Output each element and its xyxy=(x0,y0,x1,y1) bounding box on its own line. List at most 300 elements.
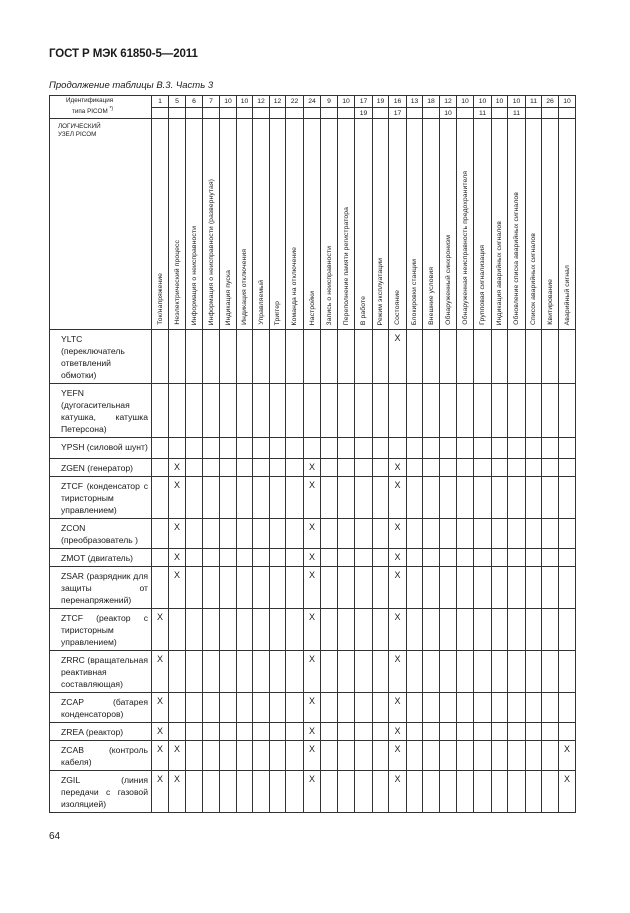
cell xyxy=(237,723,253,741)
cell xyxy=(338,693,355,723)
cell xyxy=(169,459,186,477)
cell xyxy=(492,549,508,567)
type-id-cell: 12 xyxy=(440,96,457,108)
cell xyxy=(220,723,237,741)
cell xyxy=(526,438,542,459)
column-header xyxy=(169,119,186,330)
table-row xyxy=(50,609,576,651)
cell xyxy=(423,693,440,723)
cell xyxy=(508,549,526,567)
cell xyxy=(237,477,253,519)
cell xyxy=(203,567,220,609)
cell xyxy=(508,723,526,741)
cell xyxy=(474,651,492,693)
cell xyxy=(542,741,559,771)
cell xyxy=(559,609,576,651)
cell xyxy=(373,384,389,438)
column-header-label: Режим эксплуатации xyxy=(377,257,384,325)
cell xyxy=(304,741,321,771)
cell xyxy=(492,651,508,693)
type-id-cell: 17 xyxy=(355,96,373,108)
cell xyxy=(474,609,492,651)
column-header-label: Квитирование xyxy=(546,279,554,325)
cell xyxy=(355,477,373,519)
type-id-cell: 1 xyxy=(152,96,169,108)
cell xyxy=(457,438,474,459)
cell xyxy=(526,771,542,813)
cell xyxy=(253,459,270,477)
cell xyxy=(508,651,526,693)
cell xyxy=(440,519,457,549)
column-header xyxy=(423,119,440,330)
cell xyxy=(492,519,508,549)
type-id-sub-cell: 19 xyxy=(355,108,373,119)
cell xyxy=(186,723,203,741)
column-header xyxy=(373,119,389,330)
type-id-cell: 16 xyxy=(389,96,407,108)
cell xyxy=(389,651,407,693)
table-row xyxy=(50,330,576,384)
column-header xyxy=(474,119,492,330)
cell xyxy=(253,609,270,651)
cell xyxy=(407,693,423,723)
mark-x: X xyxy=(308,522,315,532)
cell xyxy=(286,459,304,477)
cell xyxy=(457,651,474,693)
cell xyxy=(169,519,186,549)
mark-x: X xyxy=(563,744,570,754)
cell xyxy=(474,477,492,519)
row-label: ZRRC (вращательная реактивная составляющая) xyxy=(50,651,152,693)
cell xyxy=(152,459,169,477)
column-header-label: Аварийный сигнал xyxy=(563,264,571,325)
cell xyxy=(559,549,576,567)
cell xyxy=(559,567,576,609)
cell xyxy=(338,384,355,438)
column-header-label: Команда на отключение xyxy=(291,246,298,325)
type-id-sub-cell xyxy=(526,108,542,119)
cell xyxy=(338,459,355,477)
cell xyxy=(559,330,576,384)
cell xyxy=(220,477,237,519)
type-id-sub-cell xyxy=(286,108,304,119)
cell xyxy=(321,438,338,459)
cell xyxy=(423,330,440,384)
cell xyxy=(407,609,423,651)
cell xyxy=(526,651,542,693)
cell xyxy=(389,693,407,723)
cell xyxy=(203,741,220,771)
page-number: 64 xyxy=(49,831,61,842)
cell xyxy=(559,723,576,741)
cell xyxy=(457,723,474,741)
cell xyxy=(220,438,237,459)
cell xyxy=(474,519,492,549)
cell xyxy=(559,771,576,813)
cell xyxy=(186,519,203,549)
cell xyxy=(286,477,304,519)
cell xyxy=(237,459,253,477)
mark-x: X xyxy=(173,744,180,754)
column-header xyxy=(542,119,559,330)
cell xyxy=(253,567,270,609)
logical-node-line2: УЗЕЛ PICOM xyxy=(58,131,97,138)
cell xyxy=(508,609,526,651)
cell xyxy=(169,567,186,609)
cell xyxy=(186,459,203,477)
cell xyxy=(338,723,355,741)
cell xyxy=(321,609,338,651)
type-id-sub-cell xyxy=(253,108,270,119)
row-label: ZGIL (линия передачи с газовой изоляцией) xyxy=(50,771,152,813)
cell xyxy=(253,330,270,384)
column-header xyxy=(286,119,304,330)
cell xyxy=(526,549,542,567)
cell xyxy=(321,723,338,741)
column-header-label: Блокировки станции xyxy=(411,258,418,325)
mark-x: X xyxy=(394,696,401,706)
cell xyxy=(270,549,286,567)
cell xyxy=(286,693,304,723)
cell xyxy=(186,330,203,384)
cell xyxy=(508,384,526,438)
cell xyxy=(526,384,542,438)
cell xyxy=(237,519,253,549)
cell xyxy=(253,771,270,813)
cell xyxy=(169,477,186,519)
cell xyxy=(203,459,220,477)
type-id-cell: 12 xyxy=(270,96,286,108)
type-id-cell: 9 xyxy=(321,96,338,108)
column-header-label: Управляемый xyxy=(257,280,265,325)
cell xyxy=(321,651,338,693)
cell xyxy=(220,459,237,477)
type-id-cell: 12 xyxy=(253,96,270,108)
cell xyxy=(286,549,304,567)
cell xyxy=(508,519,526,549)
column-header xyxy=(321,119,338,330)
mark-x: X xyxy=(308,696,315,706)
cell xyxy=(457,567,474,609)
cell xyxy=(389,459,407,477)
cell xyxy=(355,651,373,693)
cell xyxy=(220,330,237,384)
cell xyxy=(474,771,492,813)
cell xyxy=(186,609,203,651)
cell xyxy=(186,771,203,813)
cell xyxy=(559,459,576,477)
cell xyxy=(407,567,423,609)
cell xyxy=(474,330,492,384)
column-header-label: Переполнение памяти регистратора xyxy=(342,206,350,325)
cell xyxy=(152,741,169,771)
cell xyxy=(492,384,508,438)
mark-x: X xyxy=(394,333,401,343)
logical-node-header xyxy=(50,119,152,330)
column-header-label: Групповая сигнализация xyxy=(479,245,486,325)
column-header-label: Запись о неисправности xyxy=(325,245,333,325)
cell xyxy=(542,723,559,741)
cell xyxy=(220,693,237,723)
cell xyxy=(526,519,542,549)
cell xyxy=(389,519,407,549)
mark-x: X xyxy=(156,654,163,664)
cell xyxy=(389,384,407,438)
table-row xyxy=(50,477,576,519)
cell xyxy=(355,723,373,741)
type-id-sub-cell xyxy=(457,108,474,119)
column-header-label: Неэлектрический процесс xyxy=(173,240,181,325)
row-label: ZTCF (реактор с тиристорным управлением) xyxy=(50,609,152,651)
mark-x: X xyxy=(156,774,163,784)
cell xyxy=(304,477,321,519)
cell xyxy=(423,519,440,549)
cell xyxy=(237,609,253,651)
mark-x: X xyxy=(173,552,180,562)
mark-x: X xyxy=(156,696,163,706)
cell xyxy=(321,567,338,609)
column-header-label: Информация о неисправности (развернутая) xyxy=(207,178,215,325)
cell xyxy=(286,438,304,459)
cell xyxy=(389,609,407,651)
cell xyxy=(542,519,559,549)
cell xyxy=(286,771,304,813)
mark-x: X xyxy=(394,654,401,664)
id-header-note: *) xyxy=(109,106,114,113)
cell xyxy=(457,459,474,477)
cell xyxy=(457,330,474,384)
type-id-sub-cell xyxy=(220,108,237,119)
mark-x: X xyxy=(308,552,315,562)
cell xyxy=(542,549,559,567)
cell xyxy=(321,693,338,723)
column-header xyxy=(152,119,169,330)
cell xyxy=(203,723,220,741)
cell xyxy=(321,771,338,813)
cell xyxy=(152,771,169,813)
cell xyxy=(355,519,373,549)
cell xyxy=(355,549,373,567)
cell xyxy=(304,519,321,549)
cell xyxy=(508,771,526,813)
column-header xyxy=(355,119,373,330)
cell xyxy=(542,651,559,693)
cell xyxy=(169,609,186,651)
mark-x: X xyxy=(156,744,163,754)
cell xyxy=(220,771,237,813)
mark-x: X xyxy=(308,462,315,472)
cell xyxy=(457,741,474,771)
cell xyxy=(270,438,286,459)
cell xyxy=(440,477,457,519)
cell xyxy=(440,384,457,438)
row-label: ZREA (реактор) xyxy=(50,723,152,741)
cell xyxy=(355,567,373,609)
table-row xyxy=(50,384,576,438)
type-id-sub-cell xyxy=(559,108,576,119)
cell xyxy=(286,609,304,651)
column-header-label: Индикация пуска xyxy=(224,269,232,325)
cell xyxy=(286,330,304,384)
cell xyxy=(492,741,508,771)
cell xyxy=(304,438,321,459)
cell xyxy=(169,438,186,459)
id-header-line1: Идентификация xyxy=(66,97,114,105)
cell xyxy=(373,459,389,477)
cell xyxy=(389,477,407,519)
column-header xyxy=(492,119,508,330)
cell xyxy=(559,384,576,438)
table-continuation-caption: Продолжение таблицы В.3. Часть 3 xyxy=(49,80,214,91)
cell xyxy=(474,384,492,438)
column-header-label: Внешние условия xyxy=(427,267,435,325)
cell xyxy=(373,771,389,813)
cell xyxy=(355,459,373,477)
row-label: YEFN (дугогасительная катушка, катушка Петерсона) xyxy=(50,384,152,438)
cell xyxy=(423,567,440,609)
type-id-sub-cell xyxy=(186,108,203,119)
cell xyxy=(304,609,321,651)
type-id-sub-cell xyxy=(423,108,440,119)
cell xyxy=(152,438,169,459)
cell xyxy=(253,477,270,519)
cell xyxy=(440,651,457,693)
mark-x: X xyxy=(394,612,401,622)
type-id-sub-cell xyxy=(338,108,355,119)
column-header-label: Настройки xyxy=(308,290,316,325)
type-id-cell: 11 xyxy=(526,96,542,108)
column-header xyxy=(559,119,576,330)
type-id-sub-cell: 11 xyxy=(508,108,526,119)
cell xyxy=(186,438,203,459)
cell xyxy=(492,771,508,813)
mark-x: X xyxy=(394,744,401,754)
cell xyxy=(286,519,304,549)
cell xyxy=(474,567,492,609)
cell xyxy=(338,477,355,519)
cell xyxy=(220,741,237,771)
cell xyxy=(152,693,169,723)
cell xyxy=(270,741,286,771)
cell xyxy=(203,477,220,519)
column-header xyxy=(440,119,457,330)
cell xyxy=(338,741,355,771)
cell xyxy=(203,519,220,549)
row-label: ZSAR (разрядник для защиты от перенапряжений) xyxy=(50,567,152,609)
mark-x: X xyxy=(394,552,401,562)
column-header xyxy=(338,119,355,330)
cell xyxy=(203,330,220,384)
type-id-cell: 10 xyxy=(220,96,237,108)
cell xyxy=(220,609,237,651)
cell xyxy=(270,459,286,477)
cell xyxy=(169,741,186,771)
cell xyxy=(220,519,237,549)
type-id-sub-cell: 10 xyxy=(440,108,457,119)
type-id-cell: 7 xyxy=(203,96,220,108)
cell xyxy=(373,549,389,567)
cell xyxy=(389,330,407,384)
cell xyxy=(492,459,508,477)
table-row xyxy=(50,459,576,477)
mark-x: X xyxy=(308,726,315,736)
cell xyxy=(321,519,338,549)
mark-x: X xyxy=(308,654,315,664)
cell xyxy=(321,459,338,477)
cell xyxy=(508,741,526,771)
type-id-cell: 22 xyxy=(286,96,304,108)
row-label: ZGEN (генератор) xyxy=(50,459,152,477)
mark-x: X xyxy=(173,462,180,472)
cell xyxy=(169,693,186,723)
cell xyxy=(373,651,389,693)
column-header xyxy=(203,119,220,330)
cell xyxy=(270,330,286,384)
type-id-sub-cell xyxy=(407,108,423,119)
column-header xyxy=(389,119,407,330)
cell xyxy=(423,723,440,741)
column-header-label: Информация о неисправности xyxy=(190,225,198,325)
cell xyxy=(407,651,423,693)
cell xyxy=(440,723,457,741)
cell xyxy=(508,459,526,477)
cell xyxy=(423,459,440,477)
row-label: ZCON (преобразователь ) xyxy=(50,519,152,549)
cell xyxy=(286,567,304,609)
cell xyxy=(389,549,407,567)
cell xyxy=(237,384,253,438)
mark-x: X xyxy=(173,570,180,580)
id-header-line2: типа PICOM *) xyxy=(72,106,114,116)
cell xyxy=(457,519,474,549)
column-header xyxy=(508,119,526,330)
cell xyxy=(152,609,169,651)
cell xyxy=(542,693,559,723)
cell xyxy=(492,693,508,723)
column-header-label: В работе xyxy=(360,295,367,325)
cell xyxy=(286,384,304,438)
column-header-label: Список аварийных сигналов xyxy=(530,232,537,325)
cell xyxy=(542,609,559,651)
cell xyxy=(220,384,237,438)
mark-x: X xyxy=(173,774,180,784)
column-header xyxy=(304,119,321,330)
mark-x: X xyxy=(156,726,163,736)
cell xyxy=(407,330,423,384)
cell xyxy=(338,330,355,384)
type-id-cell: 10 xyxy=(457,96,474,108)
type-id-sub-cell xyxy=(152,108,169,119)
cell xyxy=(492,438,508,459)
type-id-cell: 13 xyxy=(407,96,423,108)
cell xyxy=(321,477,338,519)
cell xyxy=(270,651,286,693)
cell xyxy=(169,384,186,438)
table-row xyxy=(50,519,576,549)
mark-x: X xyxy=(308,570,315,580)
id-header-cell xyxy=(50,96,152,119)
cell xyxy=(474,459,492,477)
cell xyxy=(186,741,203,771)
cell xyxy=(237,741,253,771)
cell xyxy=(423,771,440,813)
cell xyxy=(474,438,492,459)
cell xyxy=(457,609,474,651)
cell xyxy=(373,609,389,651)
cell xyxy=(152,519,169,549)
type-id-cell: 5 xyxy=(169,96,186,108)
cell xyxy=(253,549,270,567)
